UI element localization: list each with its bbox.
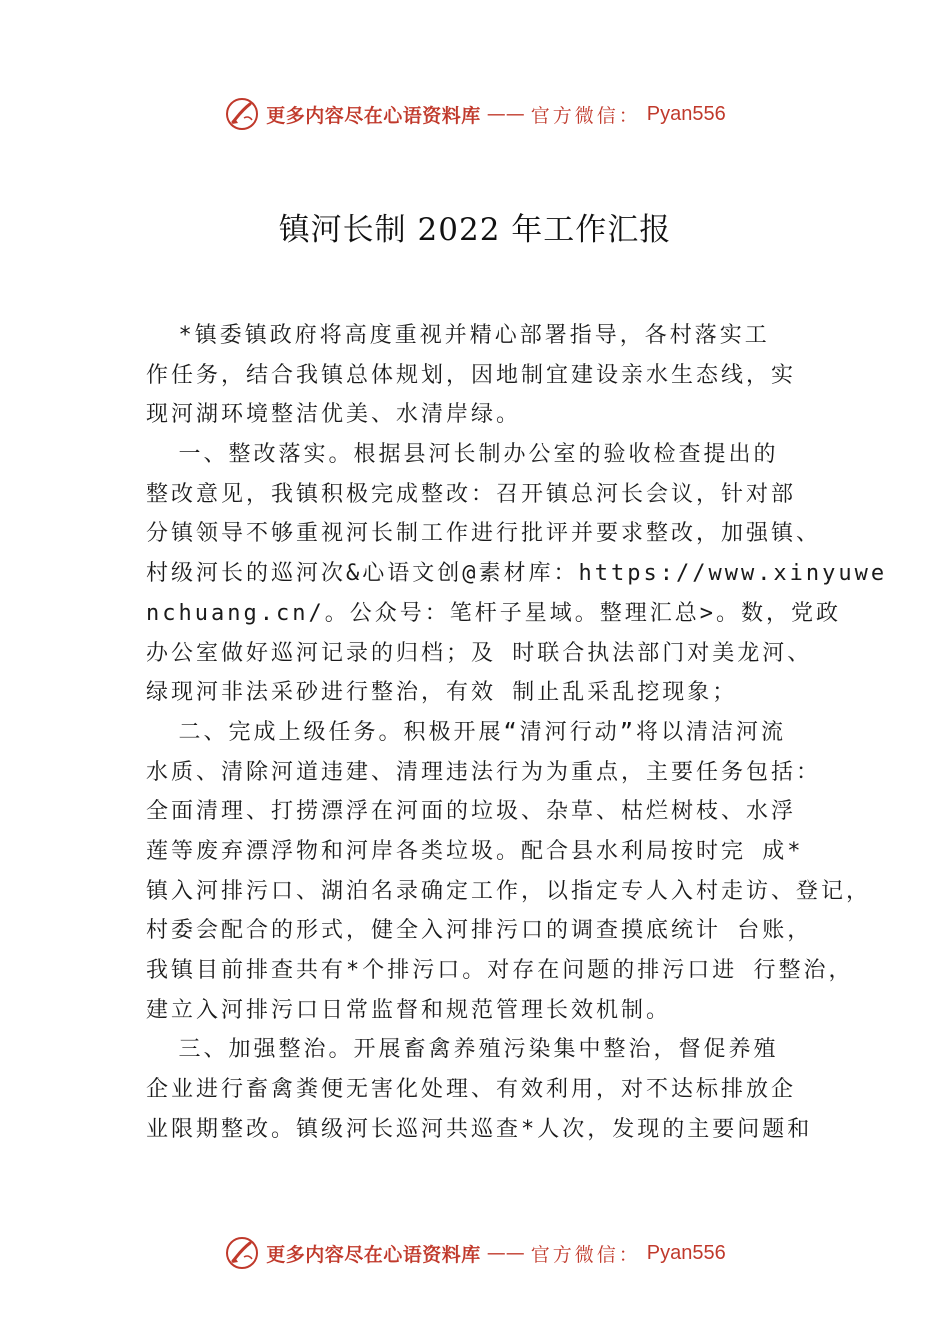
body-line: nchuang.cn/。公众号：笔杆子星域。整理汇总>。数，党政 [146,600,841,626]
body-line: 企业进行畜禽粪便无害化处理、有效利用，对不达标排放企 [146,1077,797,1103]
watermark-dash: —— [486,103,525,125]
watermark-main-text: 更多内容尽在心语资料库 [266,1243,481,1266]
body-line: 整改意见，我镇积极完成整改：召开镇总河长会议，针对部 [146,481,797,507]
body-line: 水质、清除河道违建、清理违法行为为重点，主要任务包括： [146,759,822,785]
body-line: 我镇目前排查共有*个排污口。对存在问题的排污口进 行整治， [146,958,854,983]
body-line: 三、加强整治。开展畜禽养殖污染集中整治，督促养殖 [146,1037,779,1063]
body-line: 办公室做好巡河记录的归档；及 时联合执法部门对美龙河、 [146,640,813,666]
watermark-banner-bottom [0,1233,950,1273]
brush-pen-logo-icon [224,96,260,132]
body-line: 全面清理、打捞漂浮在河面的垃圾、杂草、枯烂树枝、水浮 [146,799,797,825]
watermark-banner-top [0,94,950,134]
body-line: 村级河长的巡河次&心语文创@素材库：https://www.xinyuwe [146,561,888,587]
watermark-label: 官方微信： [530,104,641,127]
watermark-label: 官方微信： [530,1243,641,1266]
watermark-dash: —— [486,1242,525,1264]
body-line: 村委会配合的形式，健全入河排污口的调查摸底统计 台账， [146,918,813,944]
body-line: 现河湖环境整洁优美、水清岸绿。 [146,402,522,428]
brush-pen-logo-icon [224,1235,260,1271]
watermark-wechat-id: Pyan556 [646,1241,726,1264]
document-body [146,316,888,1149]
body-line: 一、整改落实。根据县河长制办公室的验收检查提出的 [146,442,779,468]
watermark-wechat-id: Pyan556 [646,102,726,125]
body-line: 建立入河排污口日常监督和规范管理长效机制。 [146,997,672,1023]
body-line: 分镇领导不够重视河长制工作进行批评并要求整改，加强镇、 [146,521,822,547]
watermark-main-text: 更多内容尽在心语资料库 [266,104,481,127]
body-line: 业限期整改。镇级河长巡河共巡查*人次，发现的主要问题和 [146,1116,813,1142]
document-title: 镇河长制 2022 年工作汇报 [278,212,672,248]
body-line: 作任务，结合我镇总体规划，因地制宜建设亲水生态线，实 [146,362,797,388]
body-line: 莲等废弃漂浮物和河岸各类垃圾。配合县水利局按时完 成* [146,838,804,864]
body-line: 镇入河排污口、湖泊名录确定工作，以指定专人入村走访、登记， [146,878,872,904]
body-line: 二、完成上级任务。积极开展“清河行动”将以清洁河流 [146,719,786,745]
body-line: 绿现河非法采砂进行整治，有效 制止乱采乱挖现象； [146,680,738,706]
body-line: *镇委镇政府将高度重视并精心部署指导，各村落实工 [146,323,770,348]
